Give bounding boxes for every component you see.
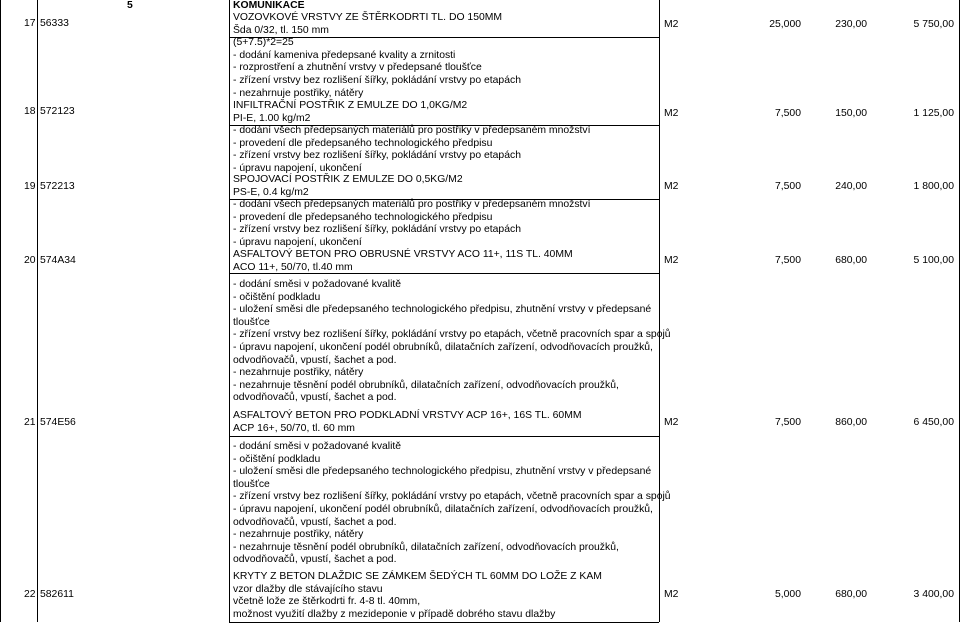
section-number: 5 <box>127 0 133 11</box>
item-note: tloušťce <box>233 478 270 490</box>
total-price: 1 800,00 <box>913 181 954 192</box>
unit: M2 <box>664 19 679 30</box>
item-title: ASFALTOVÝ BETON PRO OBRUSNÉ VRSTVY ACO 11+, 11S TL. 40MM <box>233 249 573 260</box>
item-description <box>233 441 671 567</box>
item-note: - dodání všech předepsaných materiálů pro postřiky v předepsaném množství <box>233 125 591 137</box>
item-note: - uložení směsi dle předepsaného technologického předpisu, zhutnění vrstvy v předepsané <box>233 466 652 478</box>
total-price: 5 100,00 <box>913 255 954 266</box>
item-code: 582611 <box>40 589 74 600</box>
item-note: - zřízení vrstvy bez rozlišení šířky, pokládání vrstvy po etapách <box>233 224 521 236</box>
item-note: - dodání směsi v požadované kvalitě <box>233 279 402 290</box>
grid-line <box>37 0 38 622</box>
item-title: ASFALTOVÝ BETON PRO PODKLADNÍ VRSTVY ACP 16+, 16S TL. 60MM <box>233 410 582 421</box>
unit-price: 860,00 <box>835 417 867 428</box>
grid-line <box>659 0 660 622</box>
item-note: - úpravu napojení, ukončení <box>233 162 362 174</box>
item-note: - zřízení vrstvy bez rozlišení šířky, pokládání vrstvy po etapách, včetně pracovních spar a spojů <box>233 329 671 341</box>
item-title-block <box>233 249 658 274</box>
unit: M2 <box>664 417 679 428</box>
grid-line <box>0 0 1 622</box>
unit-price: 150,00 <box>835 108 867 119</box>
item-note: odvodňovačů, vpustí, šachet a pod. <box>233 516 397 528</box>
total-price: 6 450,00 <box>913 417 954 428</box>
quantity: 25,000 <box>769 19 801 30</box>
item-note: - úpravu napojení, ukončení <box>233 236 362 248</box>
quantity: 7,500 <box>774 417 801 428</box>
item-note: - očištění podkladu <box>233 453 321 465</box>
unit: M2 <box>664 255 679 266</box>
total-price: 3 400,00 <box>913 589 954 600</box>
quantity: 7,500 <box>774 255 801 266</box>
item-note: - zřízení vrstvy bez rozlišení šířky, pokládání vrstvy po etapách <box>233 150 521 162</box>
unit-price: 680,00 <box>835 589 867 600</box>
item-note: - zřízení vrstvy bez rozlišení šířky, pokládání vrstvy po etapách <box>233 74 521 86</box>
item-note: tloušťce <box>233 316 270 328</box>
item-description <box>233 12 658 100</box>
item-note: odvodňovačů, vpustí, šachet a pod. <box>233 554 397 566</box>
item-note: - dodání směsi v požadované kvalitě <box>233 441 402 452</box>
item-note: odvodňovačů, vpustí, šachet a pod. <box>233 354 397 366</box>
quantity: 7,500 <box>774 108 801 119</box>
item-subtitle: možnost využití dlažby z mezideponie v případě dobrého stavu dlažby <box>233 608 556 620</box>
item-note: (5+7.5)*2=25 <box>233 37 294 49</box>
row-number: 22 <box>24 589 36 600</box>
unit-price: 230,00 <box>835 19 867 30</box>
item-description <box>233 571 658 621</box>
item-subtitle: Šda 0/32, tl. 150 mm <box>233 24 329 36</box>
row-number: 17 <box>24 18 36 29</box>
item-subtitle: včetně lože ze štěrkodrti fr. 4-8 tl. 40mm, <box>233 596 421 608</box>
item-title: VOZOVKOVÉ VRSTVY ZE ŠTĚRKODRTI TL. DO 150MM <box>233 12 503 23</box>
section-title: KOMUNIKACE <box>233 0 305 11</box>
item-description <box>233 100 658 176</box>
unit-price: 240,00 <box>835 181 867 192</box>
row-number: 19 <box>24 181 36 192</box>
quantity: 5,000 <box>774 589 801 600</box>
item-code: 572123 <box>40 106 75 117</box>
item-title: INFILTRAČNÍ POSTŘIK Z EMULZE DO 1,0KG/M2 <box>233 100 468 111</box>
unit: M2 <box>664 181 679 192</box>
item-title-block <box>233 410 658 435</box>
item-subtitle: PI-E, 1.00 kg/m2 <box>233 112 311 124</box>
item-note: - uložení směsi dle předepsaného technologického předpisu, zhutnění vrstvy v předepsané <box>233 304 652 316</box>
total-price: 5 750,00 <box>913 19 954 30</box>
row-number: 21 <box>24 417 36 428</box>
item-code: 574A34 <box>40 255 76 266</box>
item-subtitle: vzor dlažby dle stávajícího stavu <box>233 583 383 595</box>
item-note: - zřízení vrstvy bez rozlišení šířky, pokládání vrstvy po etapách, včetně pracovních spar a spojů <box>233 491 671 503</box>
grid-line <box>229 0 230 622</box>
item-subtitle: ACO 11+, 50/70, tl.40 mm <box>233 261 353 273</box>
item-code: 572213 <box>40 181 75 192</box>
item-note: - nezahrnuje postřiky, nátěry <box>233 529 364 541</box>
total-price: 1 125,00 <box>913 108 954 119</box>
item-note: - nezahrnuje těsnění podél obrubníků, dilatačních zařízení, odvodňovacích proužků, <box>233 541 619 553</box>
item-title: SPOJOVACÍ POSTŘIK Z EMULZE DO 0,5KG/M2 <box>233 174 463 185</box>
item-title: KRYTY Z BETON DLAŽDIC SE ZÁMKEM ŠEDÝCH TL 60MM DO LOŽE Z KAM <box>233 571 602 582</box>
item-note: - úpravu napojení, ukončení podél obrubníků, dilatačních zařízení, odvodňovacích proužků, <box>233 503 653 515</box>
item-note: - dodání všech předepsaných materiálů pro postřiky v předepsaném množství <box>233 199 591 211</box>
item-note: - nezahrnuje těsnění podél obrubníků, dilatačních zařízení, odvodňovacích proužků, <box>233 379 619 391</box>
unit: M2 <box>664 589 679 600</box>
item-code: 56333 <box>40 18 69 29</box>
item-description <box>233 279 671 405</box>
item-code: 574E56 <box>40 417 76 428</box>
row-separator <box>229 436 659 437</box>
item-note: - úpravu napojení, ukončení podél obrubníků, dilatačních zařízení, odvodňovacích proužků, <box>233 341 653 353</box>
unit-price: 680,00 <box>835 255 867 266</box>
row-number: 18 <box>24 106 36 117</box>
item-note: - rozprostření a zhutnění vrstvy v předepsané tloušťce <box>233 62 482 74</box>
item-note: - dodání kameniva předepsané kvality a zrnitosti <box>233 49 456 61</box>
item-description <box>233 174 658 250</box>
quantity: 7,500 <box>774 181 801 192</box>
row-number: 20 <box>24 255 36 266</box>
item-note: - očištění podkladu <box>233 291 321 303</box>
item-note: - nezahrnuje postřiky, nátěry <box>233 87 364 99</box>
item-note: odvodňovačů, vpustí, šachet a pod. <box>233 392 397 404</box>
item-subtitle: PS-E, 0.4 kg/m2 <box>233 186 309 198</box>
unit: M2 <box>664 108 679 119</box>
item-subtitle: ACP 16+, 50/70, tl. 60 mm <box>233 422 355 434</box>
item-note: - nezahrnuje postřiky, nátěry <box>233 367 364 379</box>
item-note: - provedení dle předepsaného technologického předpisu <box>233 211 493 223</box>
item-note: - provedení dle předepsaného technologického předpisu <box>233 137 493 149</box>
